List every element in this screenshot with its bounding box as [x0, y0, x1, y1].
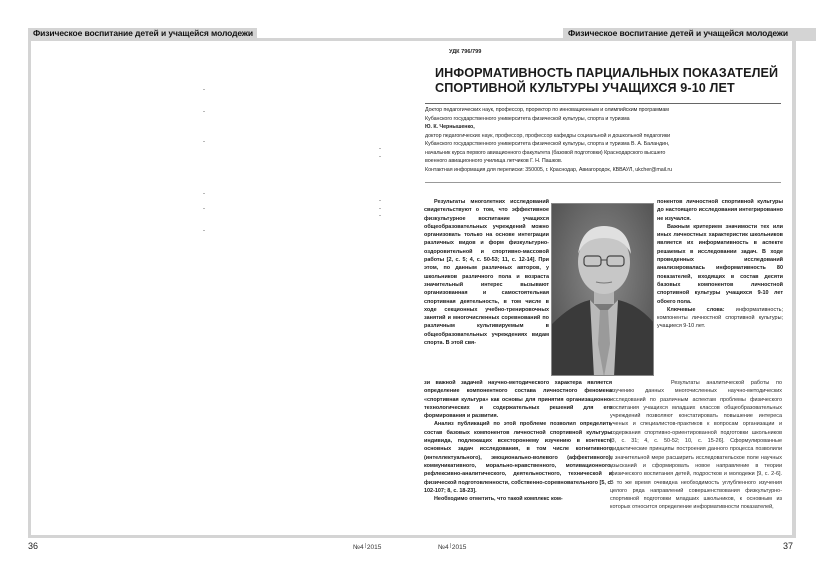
abstract-paragraph: Результаты многолетних исследований свидетельствуют о том, что эффективное физкультурное воспитание учащихся общеобразовательных учреждений можно организовать только на основе интеграции различных видов и форм физкультурно-оздоровительной и спортивно-массовой работы [2, с. 5; 4, с. 50-53; 11, с. 12-14]. При этом, по данным различных авторов, у школьников различного пола и возраста значительный интерес вызывают организованная и самостоятельная спортивная деятельность, в том числе в ходе секционных учебно-тренировочных занятий и многочисленных соревнований по различным культивируемым в общеобразовательных учреждениях видам спорта. В этой свя- [424, 199, 549, 347]
scan-artifact [203, 89, 205, 90]
abstract-paragraph: зи важной задачей научно-методического характера является определение компонентного состава личностного феномена «спортивная культура» как основы для принятия организационно-технологических и содержательных решений для его формирования и развития. [424, 380, 612, 420]
separator: | [364, 543, 366, 549]
right-page-frame-right [792, 38, 796, 538]
author-line: военного авиационного училища летчиков Г. Н. Пашков. [425, 158, 563, 165]
scan-artifact [203, 208, 205, 209]
running-header-right: Физическое воспитание детей и учащейся молодежи [563, 28, 816, 39]
title-line-1: ИНФОРМАТИВНОСТЬ ПАРЦИАЛЬНЫХ ПОКАЗАТЕЛЕЙ [435, 66, 779, 80]
abstract-paragraph: Важным критерием значимости тех или иных личностных характеристик школьников является их информативность в аспекте решаемых в исследовании задач. В ходе проведенных исследований анализировалась информативность 80 показателей, входящих в состав десяти базовых компонентов личностной спортивной культуры учащихся 9-10 лет обоего пола. [657, 223, 783, 305]
scan-artifact [379, 200, 381, 201]
issue-year: 2015 [451, 544, 467, 551]
issue-number: №4 [438, 544, 449, 551]
body-paragraph: Результаты аналитической работы по изучению данных многочисленных научно-методических исследований по различным аспектам проблемы физического воспитания учащихся младших классов общеобразовательных учреждений позволяют констатировать повышение интереса ученых и специалистов-практиков к вопросам организации и содержания спортивно-ориентированной подготовки школьников [3, с. 31; 4, с. 50-52; 10, с. 15-26]. Сформулированные дидактические принципы построения данного процесса позволили в значительной мере расширить исследовательское поле научных изысканий и сформировать новое направление в теории физического воспитания детей, подростков и молодежи [9, с. 2-6]. В то же время очевидна необходимость углубленного изучения целого ряда направлений совершенствования физкультурно-спортивной подготовки младших школьников, к основным из которых относится определение информативности показателей, [610, 380, 782, 511]
author-photo [551, 203, 654, 376]
page-number-left: 36 [28, 541, 39, 551]
issue-label-right [438, 543, 466, 551]
contact-info: Контактная информация для переписки: 350005, г. Краснодар, Авиагородок, КВВАУЛ, ukcher@mail.ru [425, 166, 673, 173]
author-line: Ю. К. Чернышенко, [425, 124, 475, 131]
separator: | [449, 543, 451, 549]
keywords-label: Ключевые слова: [667, 306, 725, 313]
abstract-paragraph: Необходимо отметить, что такой комплекс ком- [434, 496, 563, 503]
abstract-paragraph: Анализ публикаций по этой проблеме позволил определить состав базовых компонентов личностной спортивной культуры индивида, подлежащих всестороннему изучению в контексте основных задач исследования, в том числе когнитивного (интеллектуального), эмоционально-волевого (аффективного), коммуникативного, морально-нравственного, мотивационного, рефлексивно-аналитического, деятельностного, технической и физической подготовленности, собственно-соревновательного [5, с. 102-107; 8, с. 18-23]. [424, 421, 612, 494]
scan-artifact [379, 148, 381, 149]
scan-artifact [203, 141, 205, 142]
author-line: Доктор педагогических наук, профессор, проректор по инновационным и олимпийским программам [425, 107, 669, 113]
issue-label-left [353, 543, 381, 551]
abstract-column-right [657, 198, 783, 331]
running-header-left: Физическое воспитание детей и учащейся молодежи [28, 28, 257, 39]
title-line-2: СПОРТИВНОЙ КУЛЬТУРЫ УЧАЩИХСЯ 9-10 ЛЕТ [435, 81, 735, 95]
left-page-frame-left [28, 38, 31, 538]
issue-number: №4 [353, 544, 364, 551]
author-portrait-icon [552, 204, 654, 376]
author-line: Кубанского государственного университета физической культуры, спорта и туризма [425, 115, 630, 122]
scan-artifact [203, 193, 205, 194]
author-divider [425, 182, 781, 183]
udk-code: УДК 796/799 [449, 49, 482, 55]
author-info [425, 106, 785, 174]
scan-artifact [379, 208, 381, 209]
scan-artifact [203, 111, 205, 112]
abstract-paragraph: понентов личностной спортивной культуры до настоящего исследования интегрированно не изучался. [657, 199, 783, 222]
scan-artifact [379, 156, 381, 157]
author-line: начальник курса первого авиационного факультета (базовой подготовки) Краснодарского высшего [425, 149, 666, 156]
abstract-continuation [424, 379, 612, 503]
issue-year: 2015 [366, 544, 382, 551]
keywords [657, 306, 783, 331]
keywords-text: информативность; компоненты личностной спортивной культуры; учащиеся 9-10 лет. [657, 306, 783, 330]
author-line: доктор педагогических наук, профессор, профессор кафедры социальной и дошкольной педагогики [425, 132, 671, 139]
abstract-column-left [424, 198, 549, 347]
page-number-right: 37 [783, 541, 794, 551]
left-page-frame-bottom [28, 535, 410, 538]
body-text-column [610, 379, 782, 512]
scan-artifact [203, 230, 205, 231]
title-divider [425, 103, 781, 104]
right-page-frame-bottom [410, 535, 796, 538]
scan-artifact [379, 215, 381, 216]
author-line: Кубанского государственного университета физической культуры, спорта и туризма В. А. Баландин, [425, 141, 670, 148]
article-title [435, 66, 785, 96]
